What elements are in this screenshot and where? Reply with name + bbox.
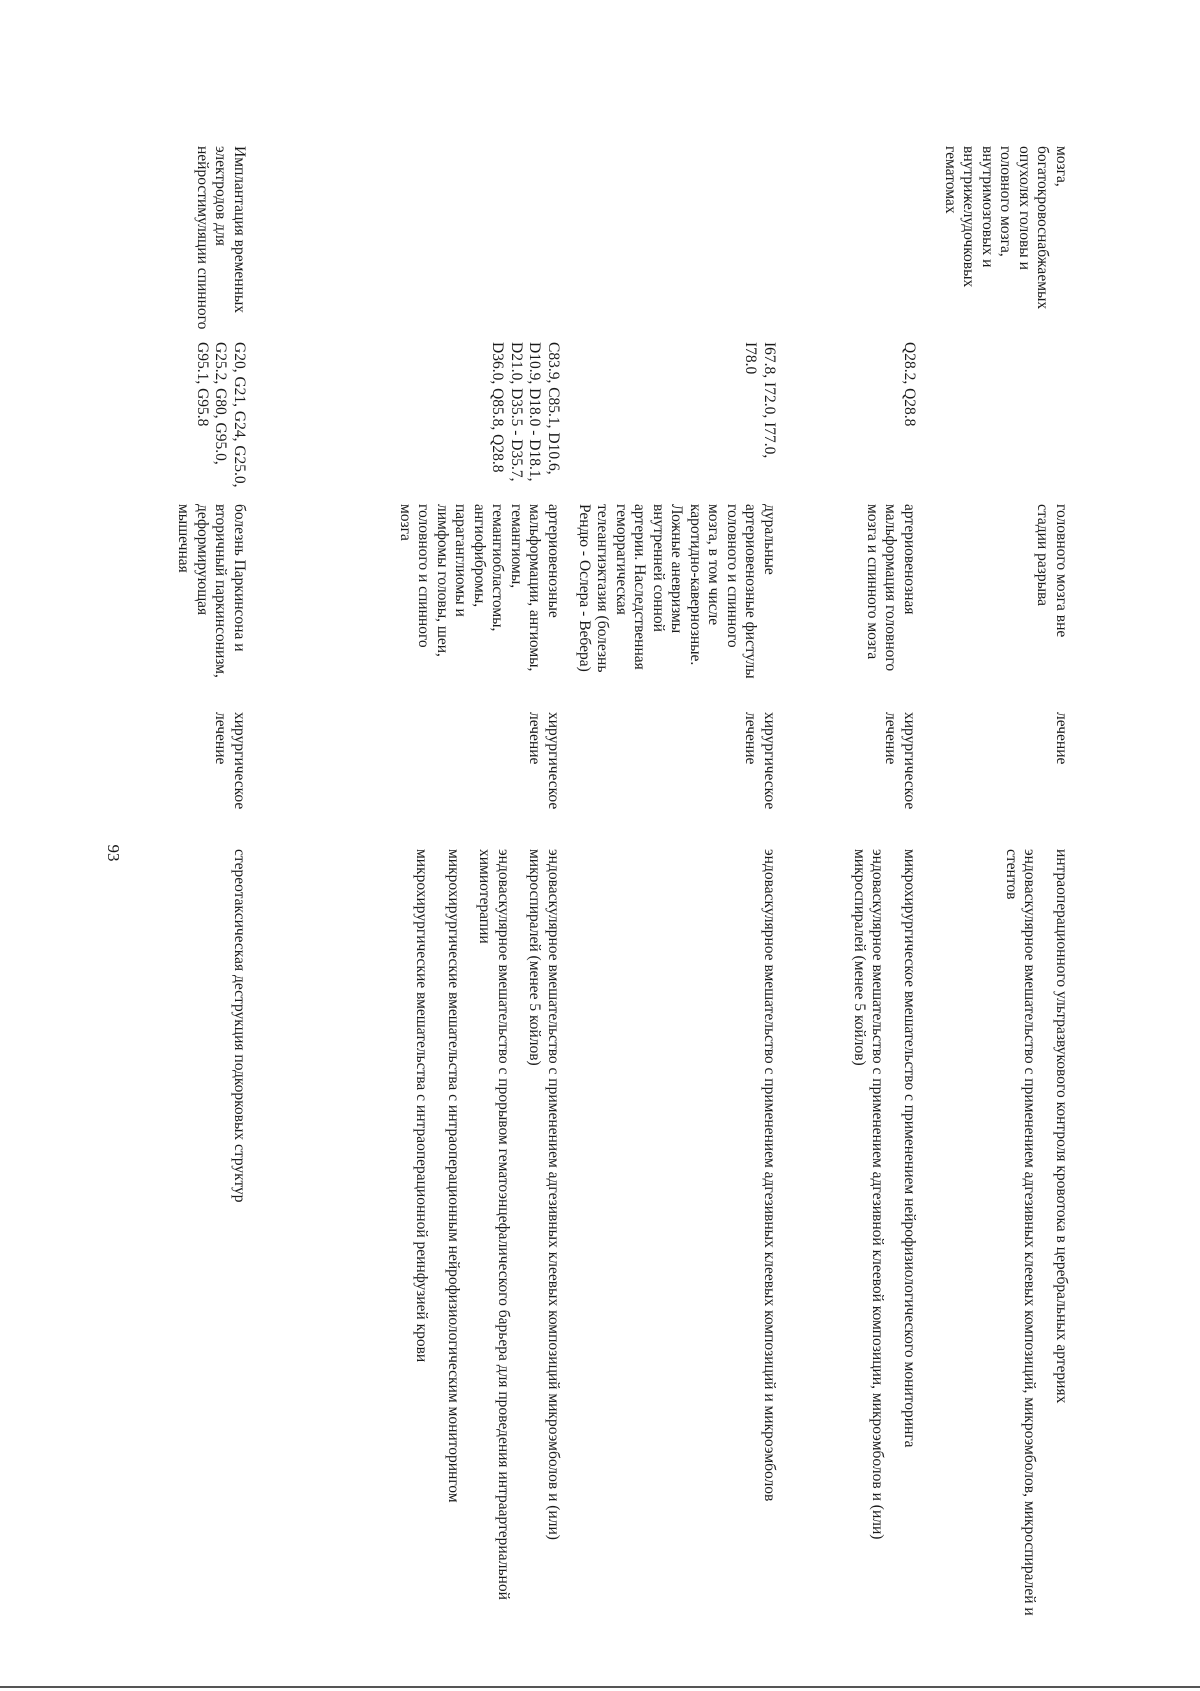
row-treatment-type: хирургическое лечение	[882, 712, 918, 810]
page-number: 93	[104, 844, 123, 862]
rotated-table-frame	[150, 146, 1070, 1626]
treatment-method: эндоваскулярное вмешательство с прорывом гематоэнцефалического барьера для проведения интраартериальной химиотерапии	[476, 849, 512, 1600]
row-care-type: мозга, богатокровоснабжаемых опухолях головы и головного мозга, внутримозговых и внутрижелудочковых гематомах	[942, 146, 1070, 310]
row-treatment-methods	[399, 849, 562, 1626]
treatment-method: интраоперационного ультразвукового контроля кровотока в церебральных артериях	[1053, 849, 1070, 1404]
row-icd-codes: Q28.2, Q28.8	[901, 342, 918, 427]
row-patient-model: дуральные артериовенозные фистулы головного и спинного мозга, в том числе каротидно-кавернозные. Ложные аневризмы внутренней сонной артерии. Наследственная геморрагическая телеангиэктазия (болезнь Рендю - Ослера - Вебера)	[576, 504, 778, 679]
row-treatment-type: хирургическое лечение	[742, 712, 778, 810]
treatment-method: стереотаксическая деструкция подкорковых структур	[231, 849, 248, 1203]
row-icd-codes: C83.9, C85.1, D10.6, D10.9, D18.0 - D18.1, D21.0, D35.5 - D35.7, D36.0, Q85.8, Q28.8	[489, 342, 562, 482]
row-patient-model: болезнь Паркинсона и вторичный паркинсонизм, деформирующая мышечная	[175, 504, 248, 678]
row-treatment-methods	[989, 849, 1071, 1626]
row-treatment-type: хирургическое лечение	[212, 712, 248, 810]
row-treatment-methods	[747, 849, 779, 1626]
row-treatment-methods	[217, 849, 249, 1626]
treatment-method: эндоваскулярное вмешательство с применением адгезивной клеевой композиции, микроэмболов и (или) микроспиралей (менее 5 койлов)	[851, 849, 887, 1540]
scan-bottom-edge	[0, 1686, 1200, 1688]
row-care-type: Имплантация временных электродов для нейростимуляции спинного	[194, 146, 248, 330]
medical-care-table	[150, 146, 1070, 1626]
treatment-method: микрохирургические вмешательства с интраоперационной реинфузией крови	[413, 849, 431, 1363]
treatment-method: микрохирургическое вмешательство с применением нейрофизиологического мониторинга	[901, 849, 918, 1448]
row-icd-codes: I67.8, I72.0, I77.0, I78.0	[742, 342, 778, 459]
treatment-method: эндоваскулярное вмешательство с применением адгезивных клеевых композиций, микроэмболов, микроспиралей и стентов	[1003, 849, 1039, 1616]
row-patient-model: головного мозга вне стадии разрыва	[1034, 504, 1070, 638]
row-treatment-type: лечение	[1053, 712, 1070, 765]
treatment-method: эндоваскулярное вмешательство с применением адгезивных клеевых композиций и микроэмболов	[761, 849, 778, 1502]
treatment-method: микрохирургические вмешательства с интраоперационным нейрофизиологическим мониторингом	[445, 849, 462, 1503]
row-treatment-type: хирургическое лечение	[526, 712, 562, 810]
row-patient-model: артериовенозная мальформация головного мозга и спинного мозга	[864, 504, 918, 672]
row-patient-model: артериовенозные мальформации, ангиомы, гемангиомы, гемангиобластомы, ангиофибромы, параганглиомы и лимфомы головы, шеи, головного и спинного мозга	[397, 504, 562, 672]
row-treatment-methods	[837, 849, 919, 1626]
treatment-method: эндоваскулярное вмешательство с применением адгезивных клеевых композиций микроэмболов и (или) микроспиралей (менее 5 койлов)	[526, 849, 562, 1540]
row-icd-codes: G20, G21, G24, G25.0, G25.2, G80, G95.0, G95.1, G95.8	[194, 342, 248, 488]
